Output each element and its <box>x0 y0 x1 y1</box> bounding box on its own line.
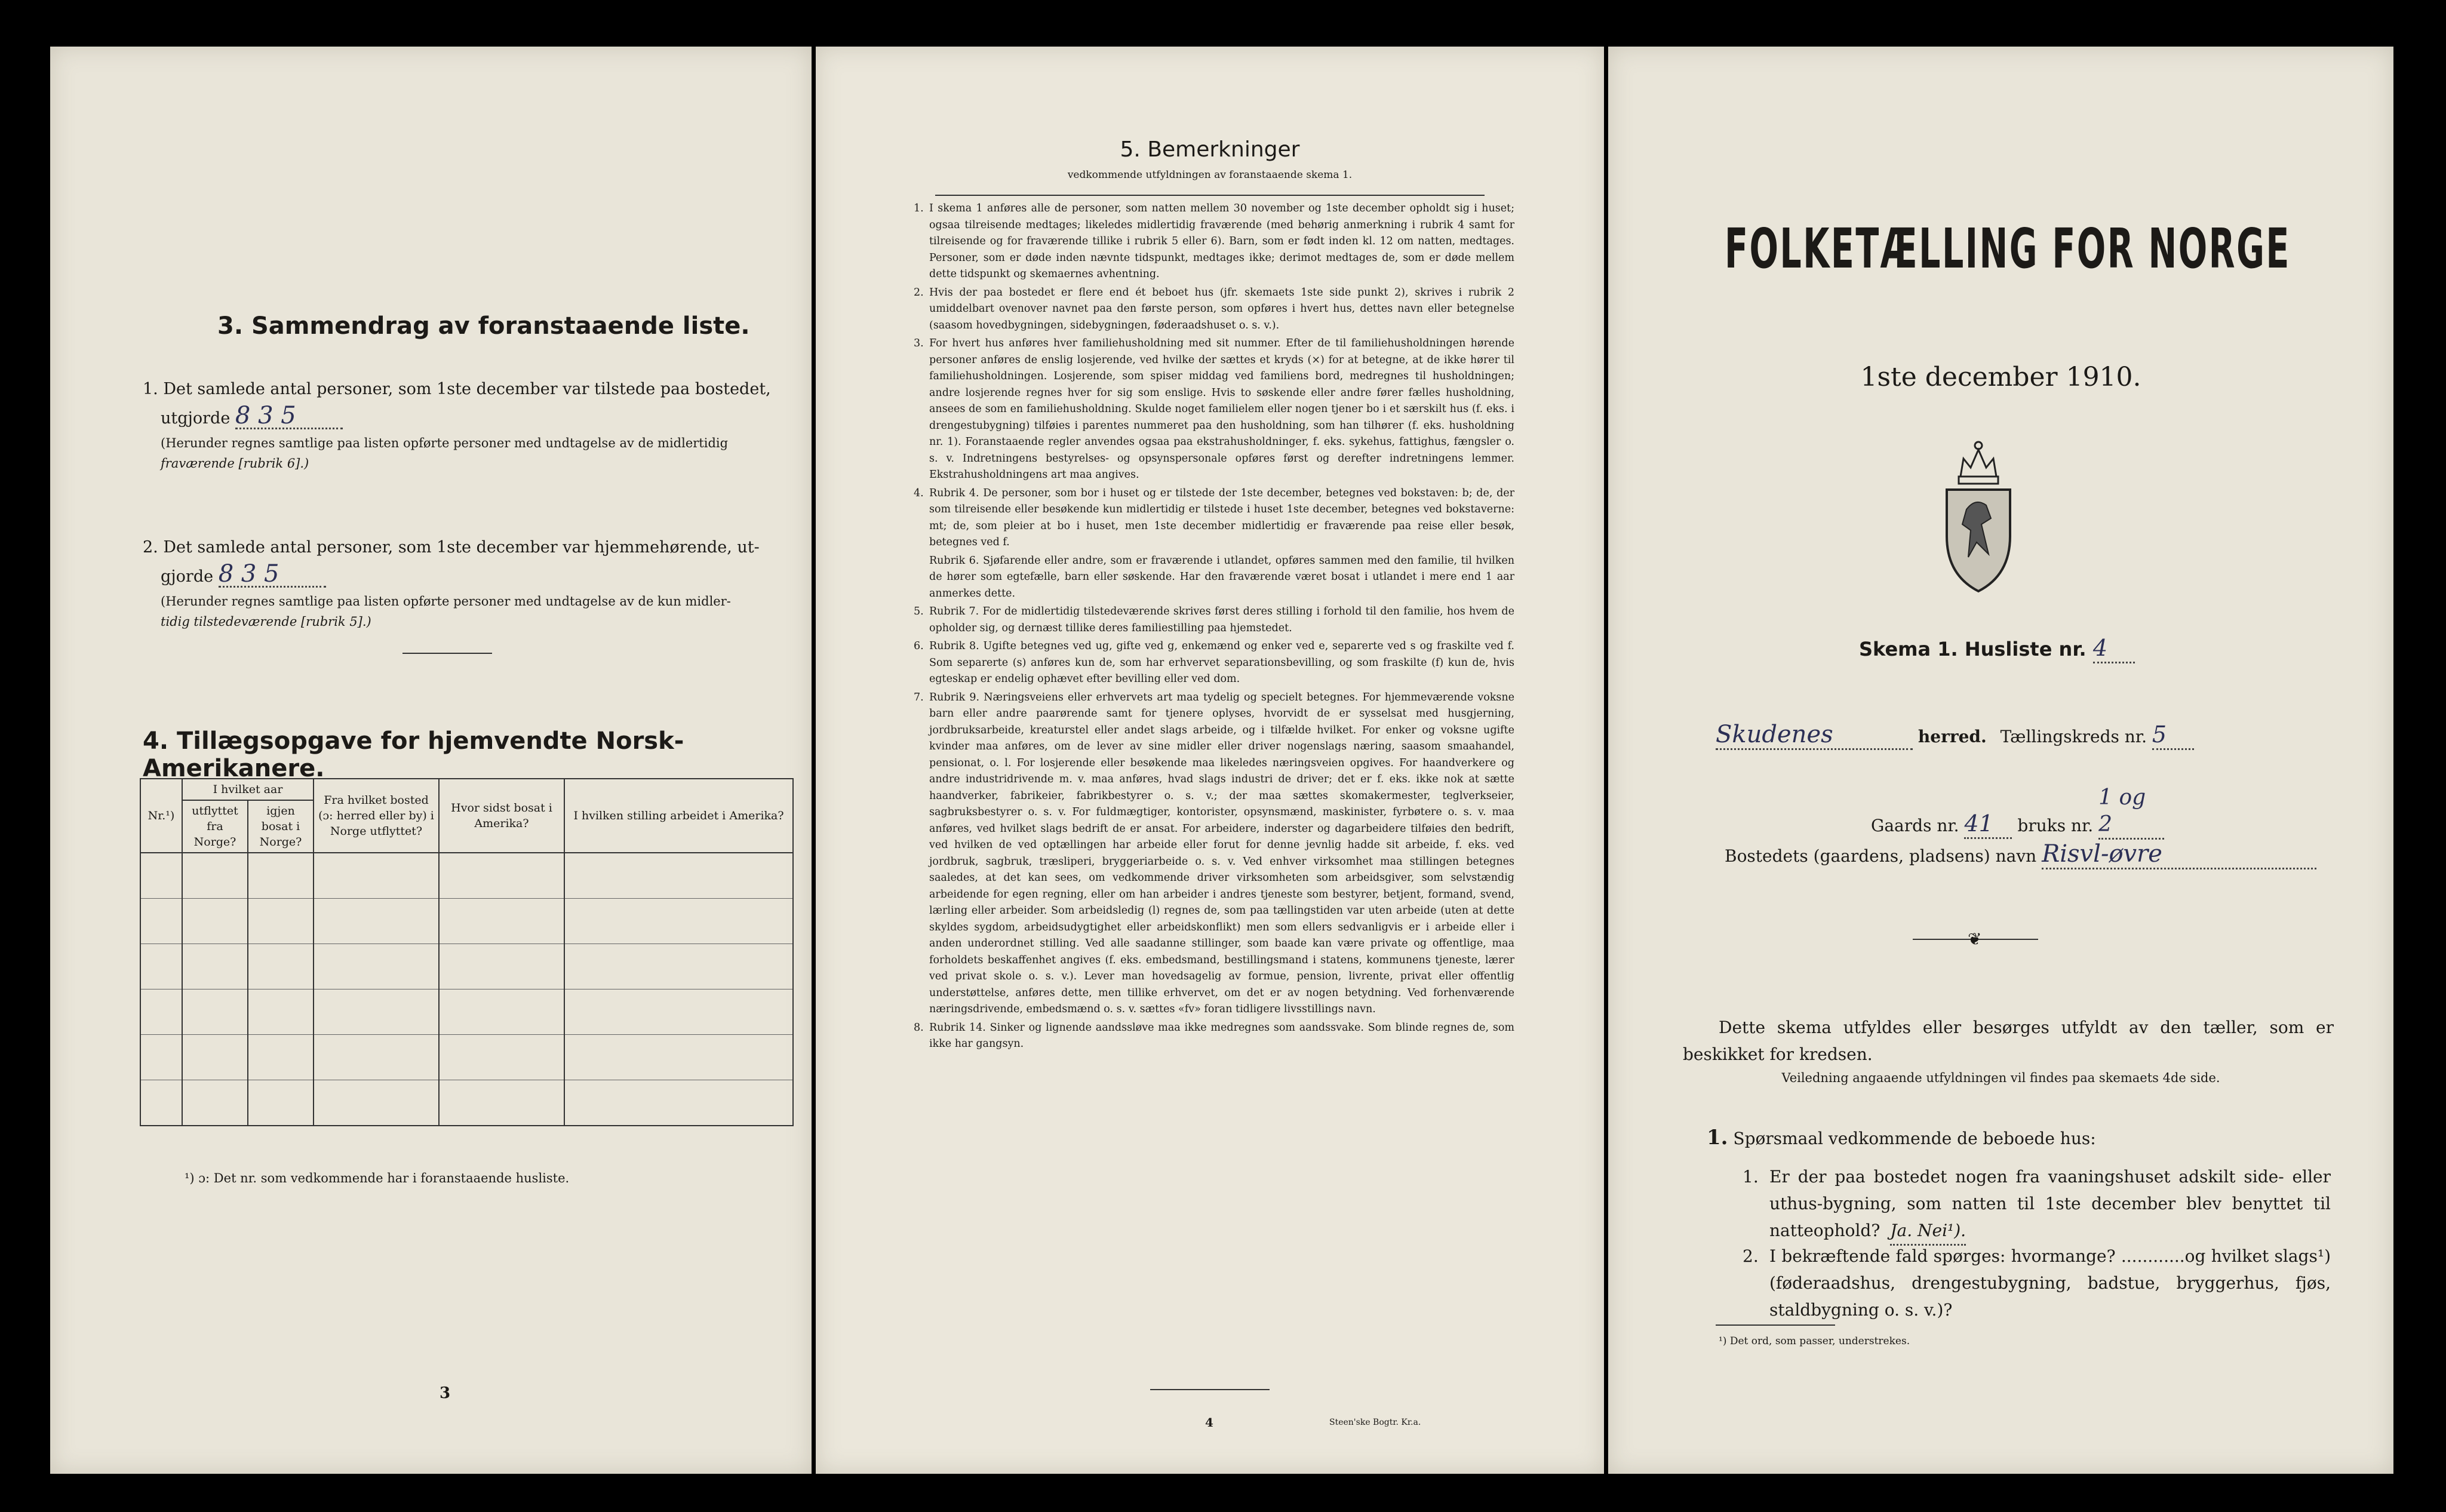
summary-item-2 <box>143 533 788 632</box>
remark-paragraph <box>916 485 1514 551</box>
remarks-bottom-rule <box>1150 1389 1270 1390</box>
census-date: 1ste december 1910. <box>1860 362 2141 392</box>
summary-item-2-note <box>161 591 788 632</box>
remark-text: I skema 1 anføres alle de personer, som natten mellem 30 november og 1ste december opholdt sig i huset; ogsaa tilreisende medtages; likeledes midlertidig fraværende (med behørig anmerkning i rubrik 4 samt for tilreisende og for fraværende tillike i rubrik 5 eller 6). Barn, som er født inden kl. 12 om natten, medtages. Personer, som er døde inden nævnte tidspunkt, medtages ikke; derimot medtages de, som er døde mellem dette tidspunkt og skemaernes avhentning. <box>929 202 1514 280</box>
question-1-number: 1. <box>1743 1167 1759 1187</box>
remark-paragraph <box>916 1020 1514 1053</box>
col-last-residence: Hvor sidst bosat i Amerika? <box>439 779 564 853</box>
remark-paragraph <box>916 690 1514 1018</box>
remark-text: Rubrik 4. De personer, som bor i huset og er tilstede der 1ste december, betegnes ved bokstaven: b; de, der som tilreisende eller besøkende kun midlertidig er tilstede i huset 1ste december, betegnes ved bokstaverne: mt; de, som pleier at bo i huset, men 1ste december midlertidig er fraværende paa reise eller besøk, betegnes ved f. <box>929 487 1514 548</box>
remark-number: 6. <box>914 640 924 652</box>
remark-number: 5. <box>914 606 924 617</box>
col-emigrated: utflyttet fra Norge? <box>182 800 248 853</box>
question-1-options[interactable]: Ja. Nei¹). <box>1890 1217 1966 1246</box>
remark-paragraph <box>916 201 1514 283</box>
bosted-line <box>1725 841 2340 869</box>
table-row[interactable] <box>140 853 793 899</box>
remarks-body <box>916 201 1514 1055</box>
summary-item-2-note-line2: tidig tilstedeværende [rubrik 5].) <box>161 614 371 629</box>
table-row[interactable] <box>140 1035 793 1080</box>
remarks-title: 5. Bemerkninger <box>1120 137 1300 162</box>
herred-value[interactable]: Skudenes <box>1716 721 1913 750</box>
schema-label: Skema 1. Husliste nr. <box>1859 638 2087 660</box>
summary-item-2-value[interactable]: 8 3 5 <box>219 562 326 588</box>
gaards-line <box>1871 784 2164 840</box>
col-nr: Nr.¹) <box>140 779 182 853</box>
question-2-text: I bekræftende fald spørges: hvormange? ............og hvilket slags¹) (føderaadshus, drengestubygning, badstue, bryggerhus, fjøs, staldbygning o. s. v.)? <box>1769 1246 2331 1320</box>
remark-text: For hvert hus anføres hver familiehusholdning med sit nummer. Efter de til familiehusholdningen hørende personer anføres de enslig losjerende, ved hvilke der sættes et kryds (×) for at betegne, at de ikke hører til familiehusholdningen. Losjerende, som spiser middag ved familiens bord, medregnes til husholdningen; andre losjerende regnes hver for sig som enslige. Hvis to søskende eller andre fører fælles husholdning, ansees de som en familiehusholdning. Skulde noget familielem eller nogen tjener bo i et særskilt hus (f. eks. i drengestubygning) tilføies i parentes nummeret paa den husholdning, som han tilhører (f. eks. husholdning nr. 1). Foranstaaende regler anvendes ogsaa paa ekstrahusholdninger, f. eks. sykehus, fattighus, fængsler o. s. v. Indretningens bestyrelses- og opsynspersonale opføres først og derefter indretningens lemmer. Ekstrahusholdningens art maa angives. <box>929 337 1514 481</box>
page-number-left: 3 <box>440 1384 451 1402</box>
remark-text: Rubrik 6. Sjøfarende eller andre, som er fraværende i utlandet, opføres sammen med den familie, til hvilken de hører som egtefælle, barn eller søskende. Har den fraværende været bosat i utlandet i mere end 1 aar anmerkes dette. <box>929 554 1514 600</box>
summary-item-2-text: 2. Det samlede antal personer, som 1ste december var hjemmehørende, ut- <box>143 538 760 557</box>
section3-title: 3. Sammendrag av foranstaaende liste. <box>217 312 750 340</box>
gaards-label: Gaards nr. <box>1871 816 1959 835</box>
remark-number: 7. <box>914 691 924 703</box>
divider <box>402 653 492 654</box>
bruks-label: bruks nr. <box>2017 816 2094 835</box>
section4-title: 4. Tillægsopgave for hjemvendte Norsk-Amerikanere. <box>143 727 684 782</box>
herred-line <box>1716 721 2313 750</box>
husliste-number[interactable]: 4 <box>2093 635 2135 663</box>
table-row[interactable] <box>140 1080 793 1126</box>
remark-number: 3. <box>914 337 924 349</box>
remark-paragraph <box>916 336 1514 484</box>
instruction-text: Dette skema utfyldes eller besørges utfyldt av den tæller, som er beskikket for kredsen. <box>1683 1018 2334 1064</box>
summary-item-1-note <box>161 433 788 474</box>
page-right <box>1608 47 2393 1474</box>
table-row[interactable] <box>140 944 793 989</box>
table-row[interactable] <box>140 899 793 944</box>
remark-text: Rubrik 14. Sinker og lignende aandssløve maa ikke medregnes som aandssvake. Som blinde regnes de, som ikke har gangsyn. <box>929 1021 1514 1050</box>
remark-paragraph <box>916 604 1514 637</box>
remark-paragraph <box>916 638 1514 688</box>
question-2-number: 2. <box>1743 1246 1759 1266</box>
questions-header <box>1707 1124 2096 1152</box>
herred-label: herred. <box>1918 727 1987 746</box>
remark-text: Rubrik 9. Næringsveiens eller erhvervets art maa tydelig og specielt betegnes. For hjemmeværende voksne barn eller andre paarørende samt for tjenere oplyses, hvorvidt de er sysselsat med husgjerning, jordbruksarbeide, kreaturstel eller andet slags arbeide, og i tilfælde hvilket. For enker og voksne ugifte kvinder maa anføres, om de lever av sine midler eller driver nogenslags næring, saasom smaahandel, pensionat, o. l. For losjerende eller besøkende maa likeledes næringsveien opgives. For haandverkere og andre industridrivende m. v. maa anføres, hvad slags industri de driver; det er f. eks. ikke nok at sætte haandverker, fabrikeier, fabrikbestyrer o. s. v.; der maa sættes skomakermester, teglverkseier, sagbruksbestyrer o. s. v. For fuldmægtiger, kontorister, opsynsmænd, maskinister, fyrbøtere o. s. v. maa anføres, ved hvilket slags bedrift de er ansat. For arbeidere, inderster og dagarbeidere tilføies den bedrift, ved hvilken de ved optællingen har arbeide eller forut for denne jevnlig hadde sit arbeide, f. eks. ved jordbruk, sagbruk, træsliperi, bryggeriarbeide o. s. v. Ved enhver virksomhet maa stillingen betegnes saaledes, at det kan sees, om vedkommende driver virksomheten som arbeidsgiver, som selvstændig arbeidende for egen regning, eller om han arbeider i andres tjeneste som bestyrer, betjent, formand, svend, lærling eller arbeider. Som arbeidsledig (l) regnes de, som paa tællingstiden var uten arbeide (uten at dette skyldes sygdom, arbeidsudygtighet eller arbeidskonflikt) men som ellers sedvanligvis er i arbeide eller i anden underordnet stilling. Ved alle saadanne stillinger, som baade kan være private og offentlige, maa forholdets beskaffenhet angives (f. eks. embedsmand, bestillingsmand i statens, kommunens tjeneste, lærer ved privat skole o. s. v.). Lever man hovedsagelig av formue, pension, livrente, privat eller offentlig understøttelse, anføres dette, men tillike erhvervet, om det er av nogen betydning. Ved forhenværende næringsdrivende, embedsmænd o. s. v. sættes «fv» foran tidligere livsstillings navn. <box>929 691 1514 1015</box>
questions-header-number: 1. <box>1707 1126 1728 1150</box>
census-title: FOLKETÆLLING FOR NORGE <box>1725 217 2291 281</box>
printer-mark: Steen'ske Bogtr. Kr.a. <box>1329 1418 1421 1427</box>
col-position: I hvilken stilling arbeidet i Amerika? <box>564 779 793 853</box>
remark-text: Rubrik 7. For de midlertidig tilstedeværende skrives først deres stilling i forhold til den familie, hos hvem de opholder sig, og dernæst tillike deres familiestilling paa hjemstedet. <box>929 606 1514 634</box>
kreds-value[interactable]: 5 <box>2152 721 2194 750</box>
summary-item-2-prefix: gjorde <box>161 567 214 586</box>
schema-line <box>1859 635 2135 663</box>
bosted-label: Bostedets (gaardens, pladsens) navn <box>1725 846 2037 866</box>
remarks-top-rule <box>935 195 1485 196</box>
questions-header-text: Spørsmaal vedkommende de beboede hus: <box>1733 1129 2096 1148</box>
table-row[interactable] <box>140 989 793 1035</box>
summary-item-1-text: 1. Det samlede antal personer, som 1ste december var tilstede paa bostedet, <box>143 380 771 398</box>
footnote-rule <box>1716 1324 1835 1326</box>
question-1-text: Er der paa bostedet nogen fra vaaningshuset adskilt side- eller uthus-bygning, som natten til 1ste december blev benyttet til natteophold? <box>1769 1167 2331 1240</box>
col-group-year: I hvilket aar <box>182 779 314 800</box>
summary-item-1-note-line2: fraværende [rubrik 6].) <box>161 456 309 471</box>
remark-text: Rubrik 8. Ugifte betegnes ved ug, gifte ved g, enkemænd og enker ved e, separerte ved s og fraskilte ved f. Som separerte (s) anføres kun de, som har erhvervet separationsbevilling, og som fraskilte (f) kun de, hvis egteskap er endelig ophævet efter bevilling eller ved dom. <box>929 640 1514 685</box>
bruks-value[interactable]: 1 og 2 <box>2098 784 2164 840</box>
remark-number: 2. <box>914 286 924 299</box>
col-from-where: Fra hvilket bosted (ɔ: herred eller by) i Norge utflyttet? <box>314 779 439 853</box>
remarks-subtitle: vedkommende utfyldningen av foranstaaende skema 1. <box>1067 169 1353 181</box>
page-number-middle: 4 <box>1205 1415 1213 1430</box>
kreds-label: Tællingskreds nr. <box>2000 727 2147 746</box>
bosted-value[interactable]: Risvl-øvre <box>2042 841 2316 869</box>
remark-number: 4. <box>914 487 924 499</box>
summary-item-1-value[interactable]: 8 3 5 <box>235 404 343 429</box>
remark-paragraph <box>916 553 1514 603</box>
remark-number: 1. <box>914 202 924 214</box>
table-footnote: ¹) ɔ: Det nr. som vedkommende har i foranstaaende husliste. <box>185 1171 570 1185</box>
summary-item-1 <box>143 375 788 474</box>
ornament-icon: ❦ <box>1968 929 1982 949</box>
footnote: ¹) Det ord, som passer, understrekes. <box>1719 1335 1910 1347</box>
summary-item-1-prefix: utgjorde <box>161 409 231 428</box>
remark-paragraph <box>916 285 1514 334</box>
question-2 <box>1743 1243 2331 1323</box>
summary-item-1-note-line1: (Herunder regnes samtlige paa listen opførte personer med undtagelse av de midlertidig <box>161 436 729 450</box>
page-middle <box>816 47 1604 1474</box>
remark-number: 8. <box>914 1021 924 1034</box>
returnee-table <box>140 778 794 1126</box>
col-returned: igjen bosat i Norge? <box>248 800 314 853</box>
page-left <box>50 47 812 1474</box>
coat-of-arms-icon <box>1940 435 2017 596</box>
summary-item-2-note-line1: (Herunder regnes samtlige paa listen opførte personer med undtagelse av de kun midler- <box>161 594 731 609</box>
question-1 <box>1743 1163 2331 1246</box>
instruction-note: Veiledning angaaende utfyldningen vil findes paa skemaets 4de side. <box>1781 1071 2220 1085</box>
gaards-value[interactable]: 41 <box>1964 810 2012 839</box>
remark-text: Hvis der paa bostedet er flere end ét beboet hus (jfr. skemaets 1ste side punkt 2), skrives i rubrik 2 umiddelbart ovenover navnet paa den første person, som opføres i hvert hus, dettes navn eller betegnelse (saasom hovedbygningen, sidebygningen, føderaadshuset o. s. v.). <box>929 286 1514 331</box>
